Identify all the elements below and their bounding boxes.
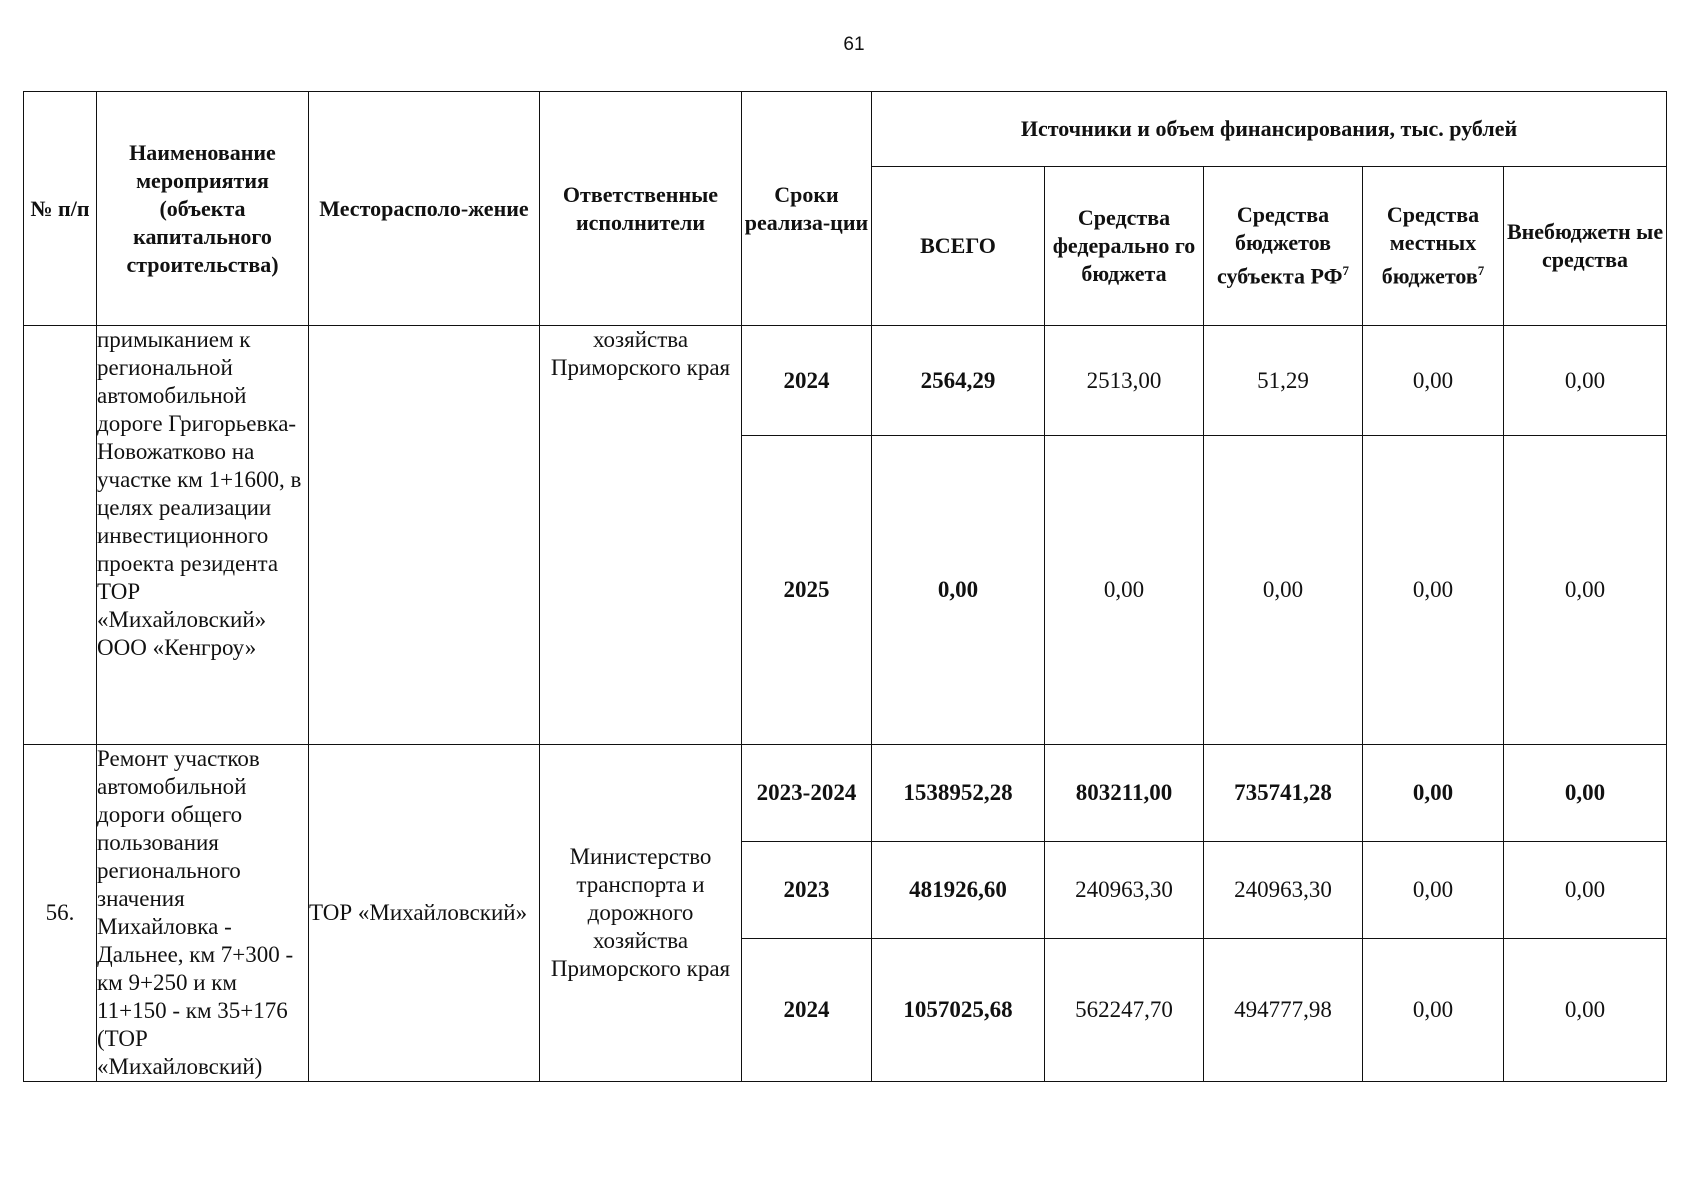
header-responsible: Ответственные исполнители bbox=[540, 92, 742, 326]
row-federal: 240963,30 bbox=[1045, 842, 1204, 939]
header-subject-label: Средства бюджетов субъекта РФ bbox=[1217, 202, 1343, 289]
row-location: ТОР «Михайловский» bbox=[309, 745, 540, 1082]
row-subject: 0,00 bbox=[1204, 436, 1363, 745]
header-total: ВСЕГО bbox=[872, 167, 1045, 326]
row-subject: 735741,28 bbox=[1204, 745, 1363, 842]
header-num: № п/п bbox=[24, 92, 97, 326]
row-index: 56. bbox=[24, 745, 97, 1082]
row-year: 2023 bbox=[742, 842, 872, 939]
row-local: 0,00 bbox=[1363, 436, 1504, 745]
table-row bbox=[24, 745, 1667, 842]
financing-table bbox=[23, 91, 1667, 1082]
header-subject-note: 7 bbox=[1342, 263, 1349, 279]
row-extra: 0,00 bbox=[1504, 842, 1667, 939]
row-subject: 240963,30 bbox=[1204, 842, 1363, 939]
row-index bbox=[24, 326, 97, 745]
row-responsible: хозяйства Приморского края bbox=[540, 326, 742, 745]
row-name: примыканием к региональной автомобильной дороге Григорьевка-Новожатково на участке км 1+1600, в целях реализации инвестиционного проекта резидента ТОР «Михайловский» ООО «Кенгроу» bbox=[97, 326, 309, 745]
row-extra: 0,00 bbox=[1504, 436, 1667, 745]
row-total: 0,00 bbox=[872, 436, 1045, 745]
table-row bbox=[24, 326, 1667, 436]
header-subject bbox=[1204, 167, 1363, 326]
header-location: Месторасполо-жение bbox=[309, 92, 540, 326]
row-name: Ремонт участков автомобильной дороги общего пользования регионального значения Михайловка - Дальнее, км 7+300 - км 9+250 и км 11+150 - км 35+176 (ТОР «Михайловский) bbox=[97, 745, 309, 1082]
header-sources: Источники и объем финансирования, тыс. рублей bbox=[872, 92, 1667, 167]
row-federal: 0,00 bbox=[1045, 436, 1204, 745]
header-name: Наименование мероприятия (объекта капитального строительства) bbox=[97, 92, 309, 326]
header-local bbox=[1363, 167, 1504, 326]
row-federal: 562247,70 bbox=[1045, 939, 1204, 1082]
row-total: 2564,29 bbox=[872, 326, 1045, 436]
header-federal: Средства федерально го бюджета bbox=[1045, 167, 1204, 326]
row-federal: 803211,00 bbox=[1045, 745, 1204, 842]
row-year: 2025 bbox=[742, 436, 872, 745]
row-year: 2023-2024 bbox=[742, 745, 872, 842]
row-total: 1057025,68 bbox=[872, 939, 1045, 1082]
row-total: 1538952,28 bbox=[872, 745, 1045, 842]
row-location bbox=[309, 326, 540, 745]
row-local: 0,00 bbox=[1363, 939, 1504, 1082]
row-local: 0,00 bbox=[1363, 326, 1504, 436]
row-extra: 0,00 bbox=[1504, 745, 1667, 842]
row-subject: 51,29 bbox=[1204, 326, 1363, 436]
header-terms: Сроки реализа-ции bbox=[742, 92, 872, 326]
row-year: 2024 bbox=[742, 939, 872, 1082]
row-local: 0,00 bbox=[1363, 842, 1504, 939]
row-total: 481926,60 bbox=[872, 842, 1045, 939]
page-number: 61 bbox=[843, 34, 865, 55]
row-extra: 0,00 bbox=[1504, 939, 1667, 1082]
header-local-label: Средства местных бюджетов bbox=[1381, 202, 1480, 289]
header-extra: Внебюджетн ые средства bbox=[1504, 167, 1667, 326]
row-extra: 0,00 bbox=[1504, 326, 1667, 436]
header-local-note: 7 bbox=[1477, 263, 1485, 279]
row-local: 0,00 bbox=[1363, 745, 1504, 842]
row-year: 2024 bbox=[742, 326, 872, 436]
row-federal: 2513,00 bbox=[1045, 326, 1204, 436]
row-responsible: Министерство транспорта и дорожного хозяйства Приморского края bbox=[540, 745, 742, 1082]
row-subject: 494777,98 bbox=[1204, 939, 1363, 1082]
